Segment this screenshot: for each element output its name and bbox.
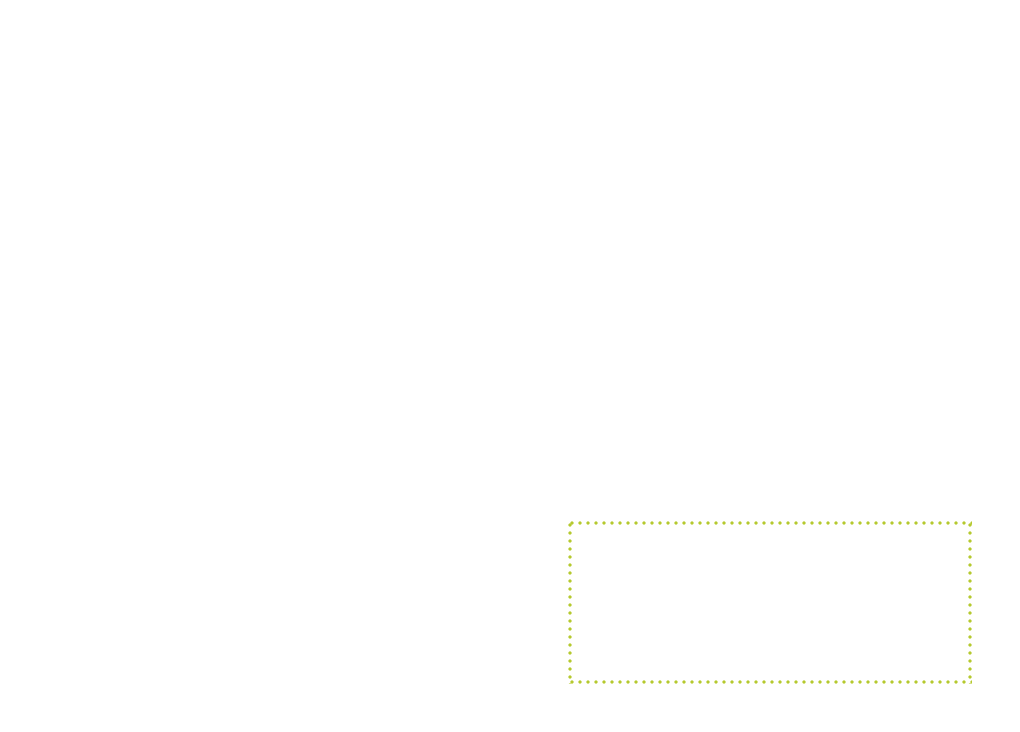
note-box bbox=[568, 521, 972, 684]
